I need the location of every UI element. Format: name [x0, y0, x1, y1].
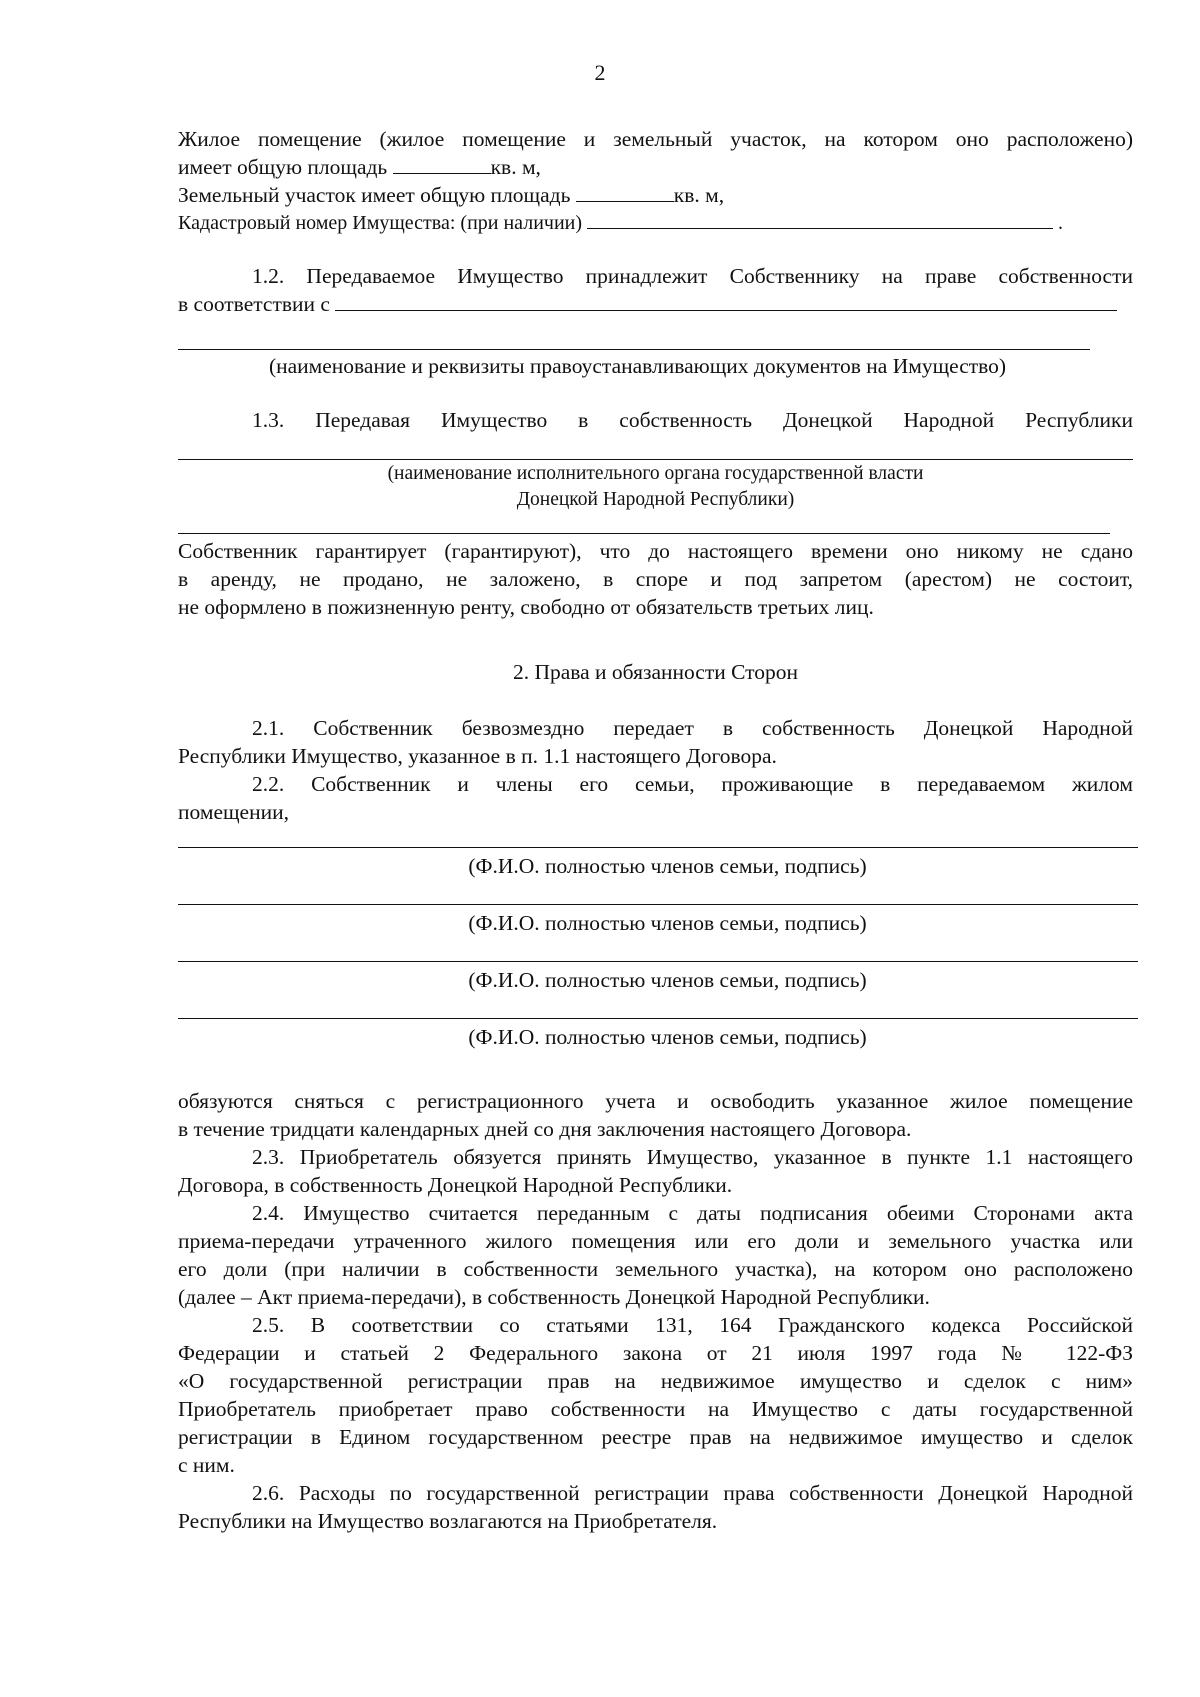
p2-5-line-5: регистрации в Едином государственном реестре прав на недвижимое имущество и сделок — [178, 1425, 1133, 1449]
p2-3-line-1: 2.3. Приобретатель обязуется принять Имущество, указанное в пункте 1.1 настоящего — [252, 1145, 1133, 1169]
intro-line-3 — [178, 181, 1133, 209]
family-rule-4 — [178, 1018, 1138, 1019]
p2-5-line-6: с ним. — [178, 1453, 235, 1477]
family-rule-3 — [178, 961, 1138, 962]
p1-2-line-1: 1.2. Передаваемое Имущество принадлежит Собственнику на праве собственности — [252, 264, 1133, 288]
p1-2-prefix: в соответствии с — [178, 292, 330, 316]
guarantee-line-1: Собственник гарантирует (гарантируют), что до настоящего времени оно никому не сдано — [178, 539, 1133, 563]
cadastral-label: Кадастровый номер Имущества: (при наличии) — [178, 212, 583, 234]
p2-1-line-1: 2.1. Собственник безвозмездно передает в собственность Донецкой Народной — [252, 716, 1133, 740]
page-number: 2 — [594, 60, 606, 85]
p2-4-line-2: приема-передачи утраченного жилого помещения или его доли и земельного участка или — [178, 1229, 1133, 1253]
cadastral-blank — [587, 211, 1053, 229]
guarantee-line-2: в аренду, не продано, не заложено, в споре и под запретом (арестом) не состоит, — [178, 567, 1133, 591]
authority-caption-line-2: Донецкой Народной Республики) — [516, 489, 795, 510]
intro-line-2 — [178, 153, 1133, 181]
intro-line-4 — [178, 209, 1133, 237]
p2-4-line-3: его доли (при наличии в собственности земельного участка), на котором оно расположено — [178, 1257, 1133, 1281]
land-area-label: Земельный участок имеет общую площадь — [178, 183, 571, 207]
cadastral-period: . — [1058, 212, 1064, 234]
p2-2-end-line-1: обязуются сняться с регистрационного учета и освободить указанное жилое помещение — [178, 1089, 1133, 1113]
guarantee-line-3: не оформлено в пожизненную ренту, свободно от обязательств третьих лиц. — [178, 595, 874, 619]
land-area-unit: кв. м, — [673, 183, 725, 207]
authority-caption-line-1: (наименование исполнительного органа государственной власти — [387, 463, 924, 484]
p2-2-end-line-2: в течение тридцати календарных дней со дня заключения настоящего Договора. — [178, 1117, 912, 1141]
p2-4-line-4: (далее – Акт приема-передачи), в собственность Донецкой Народной Республики. — [178, 1285, 930, 1309]
family-caption-1: (Ф.И.О. полностью членов семьи, подпись) — [468, 854, 867, 878]
p2-2-line-1: 2.2. Собственник и члены его семьи, проживающие в передаваемом жилом — [252, 772, 1133, 796]
family-caption-3: (Ф.И.О. полностью членов семьи, подпись) — [468, 968, 867, 992]
p2-5-line-1: 2.5. В соответствии со статьями 131, 164 Гражданского кодекса Российской — [252, 1313, 1133, 1337]
land-area-blank — [576, 184, 674, 202]
intro-area-label: имеет общую площадь — [178, 155, 388, 179]
p2-5-line-4: Приобретатель приобретает право собственности на Имущество с даты государственной — [178, 1397, 1133, 1421]
basis-blank — [335, 293, 1117, 311]
intro-area-unit: кв. м, — [490, 155, 541, 179]
p2-3-line-2: Договора, в собственность Донецкой Народной Республики. — [178, 1173, 733, 1197]
family-caption-2: (Ф.И.О. полностью членов семьи, подпись) — [468, 911, 867, 935]
p1-2-line-2 — [178, 290, 1133, 318]
family-rule-2 — [178, 904, 1138, 905]
family-caption-4: (Ф.И.О. полностью членов семьи, подпись) — [468, 1025, 867, 1049]
p2-2-line-2: помещении, — [178, 800, 289, 824]
p2-1-line-2: Республики Имущество, указанное в п. 1.1 настоящего Договора. — [178, 744, 777, 768]
documents-rule — [178, 349, 1090, 350]
authority-rule-top — [178, 459, 1133, 460]
p2-6-line-1: 2.6. Расходы по государственной регистрации права собственности Донецкой Народной — [252, 1481, 1133, 1505]
p2-5-line-2: Федерации и статьей 2 Федерального закона от 21 июля 1997 года № 122-ФЗ — [178, 1341, 1133, 1365]
living-area-blank — [393, 156, 491, 174]
family-rule-1 — [178, 847, 1138, 848]
p2-6-line-2: Республики на Имущество возлагаются на Приобретателя. — [178, 1509, 718, 1533]
p2-5-line-3: «О государственной регистрации прав на недвижимое имущество и сделок с ним» — [178, 1369, 1133, 1393]
section-2-heading: 2. Права и обязанности Сторон — [512, 660, 799, 684]
p1-3-line-1: 1.3. Передавая Имущество в собственность Донецкой Народной Республики — [252, 408, 1133, 432]
documents-caption: (наименование и реквизиты правоустанавливающих документов на Имущество) — [268, 354, 1007, 378]
authority-rule-bottom — [178, 533, 1110, 534]
p2-4-line-1: 2.4. Имущество считается переданным с даты подписания обеими Сторонами акта — [252, 1201, 1133, 1225]
intro-line-1: Жилое помещение (жилое помещение и земельный участок, на котором оно расположено) — [178, 127, 1133, 151]
